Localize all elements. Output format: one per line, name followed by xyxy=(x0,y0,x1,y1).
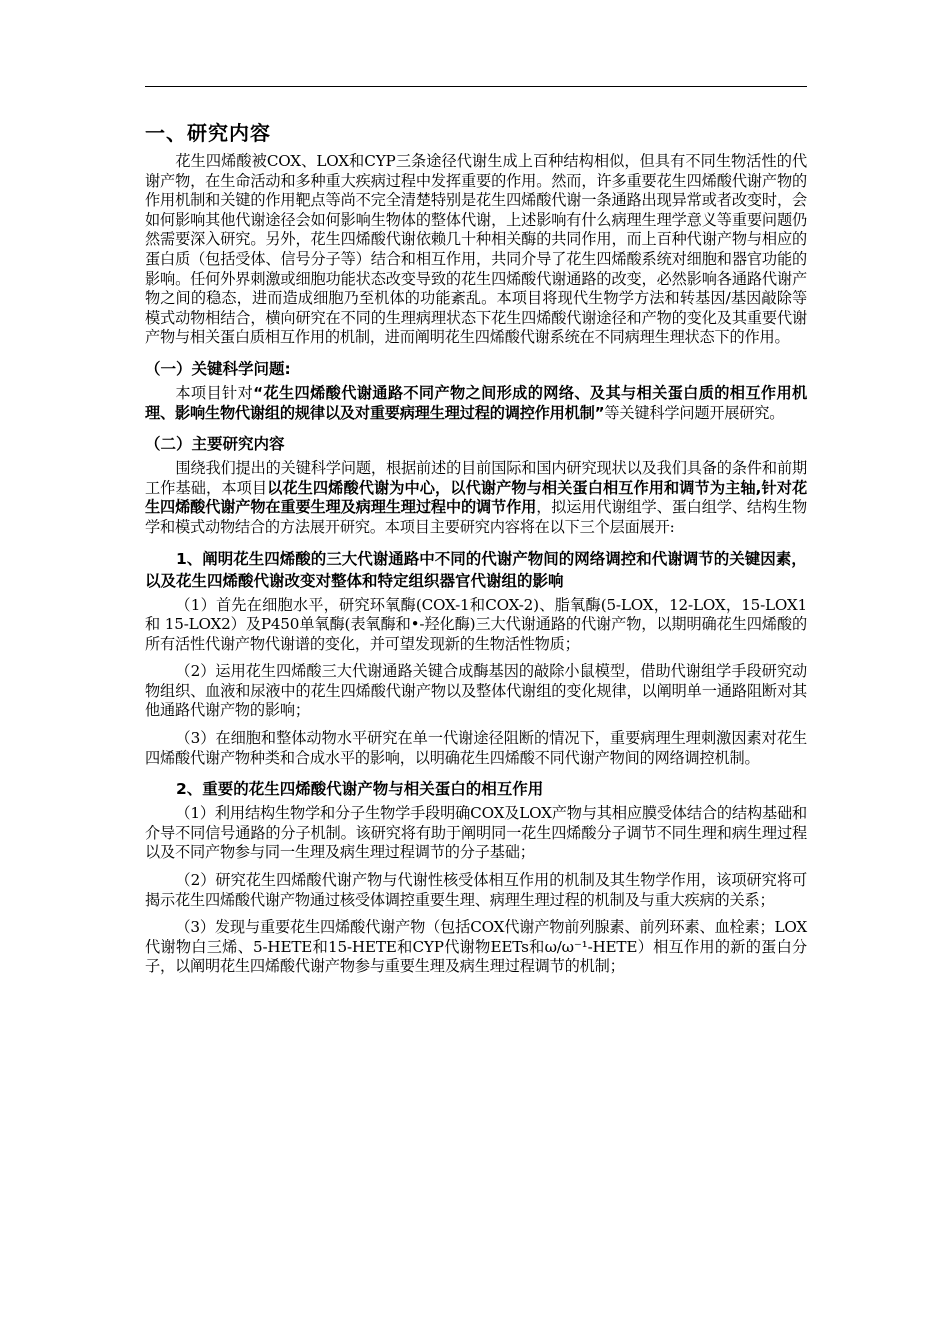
aim1-heading: 1、阐明花生四烯酸的三大代谢通路中不同的代谢产物间的网络调控和代谢调节的关键因素，以及花生四烯酸代谢改变对整体和特定组织器官代谢组的影响 xyxy=(145,549,807,590)
aim2-heading: 2、重要的花生四烯酸代谢产物与相关蛋白的相互作用 xyxy=(176,780,544,799)
intro-paragraph: 花生四烯酸被COX、LOX和CYP三条途径代谢生成上百种结构相似，但具有不同生物活性的代谢产物，在生命活动和多种重大疾病过程中发挥重要的作用。然而，许多重要花生四烯酸代谢产物的作用机制和关键的作用靶点等尚不完全清楚特别是花生四烯酸代谢一条通路出现异常或者改变时，会如何影响其他代谢途径会如何影响生物体的整体代谢，上述影响有什么病理生理学意义等重要问题仍然需要深入研究。另外，花生四烯酸代谢依赖几十种相关酶的共同作用，而上百种代谢产物与相应的蛋白质（包括受体、信号分子等）结合和相互作用，共同介导了花生四烯酸系统对细胞和器官功能的影响。任何外界刺激或细胞功能状态改变导致的花生四烯酸代谢通路的改变，必然影响各通路代谢产物之间的稳态，进而造成细胞乃至机体的功能紊乱。本项目将现代生物学方法和转基因/基因敲除等模式动物相结合，横向研究在不同的生理病理状态下花生四烯酸代谢途径和产物的变化及其重要代谢产物与相关蛋白质相互作用的机制，进而阐明花生四烯酸代谢系统在不同病理生理状态下的作用。 xyxy=(145,152,807,347)
key-issue-tail: 等关键科学问题开展研究。 xyxy=(604,403,785,422)
section-title: 一、研究内容 xyxy=(145,121,271,145)
aim2-item-3: （3）发现与重要花生四烯酸代谢产物（包括COX代谢产物前列腺素、前列环素、血栓素；LOX代谢物白三烯、5-HETE和15-HETE和CYP代谢物EETs和ω/ω⁻¹-HETE）相互作用的新的蛋白分子，以阐明花生四烯酸代谢产物参与重要生理及病生理过程调节的机制； xyxy=(145,918,807,976)
aim1-item-1: （1）首先在细胞水平，研究环氧酶(COX-1和COX-2)、脂氧酶(5-LOX，12-LOX，15-LOX1 和 15-LOX2）及P450单氧酶(表氧酶和•-羟化酶)三大代谢通路的代谢产物，以期明确花生四烯酸的所有活性代谢产物代谢谱的变化，并可望发现新的生物活性物质； xyxy=(145,595,807,653)
header-rule xyxy=(145,86,807,87)
key-issue-lead: 本项目针对 xyxy=(175,383,254,402)
main-content-paragraph xyxy=(145,459,807,537)
aim1-item-3: （3）在细胞和整体动物水平研究在单一代谢途径阻断的情况下，重要病理生理刺激因素对花生四烯酸代谢产物种类和合成水平的影响，以明确花生四烯酸不同代谢产物间的网络调控机制。 xyxy=(145,729,807,767)
aim2-item-2: （2）研究花生四烯酸代谢产物与代谢性核受体相互作用的机制及其生物学作用，该项研究将可揭示花生四烯酸代谢产物通过核受体调控重要生理、病理生理过程的机制及与重大疾病的关系； xyxy=(145,871,807,909)
document-body xyxy=(145,118,807,977)
key-issue-bold: “花生四烯酸代谢通路不同产物之间形成的网络、及其与相关蛋白质的相互作用机理、影响生物代谢组的规律以及对重要病理生理过程的调控作用机制” xyxy=(145,383,807,422)
main-content-heading: （二）主要研究内容 xyxy=(145,435,285,454)
key-issue-heading: （一）关键科学问题: xyxy=(145,359,291,378)
aim2-item-1: （1）利用结构生物学和分子生物学手段明确COX及LOX产物与其相应膜受体结合的结构基础和介导不同信号通路的分子机制。该研究将有助于阐明同一花生四烯酸分子调节不同生理和病生理过程以及不同产物参与同一生理及病生理过程调节的分子基础； xyxy=(145,804,807,862)
main-content-bold: 以花生四烯酸代谢为中心，以代谢产物与相关蛋白相互作用和调节为主轴,针对花生四烯酸代谢产物在重要生理及病理生理过程中的调节作用 xyxy=(145,478,807,517)
aim1-item-2: （2）运用花生四烯酸三大代谢通路关键合成酶基因的敲除小鼠模型，借助代谢组学手段研究动物组织、血液和尿液中的花生四烯酸代谢产物以及整体代谢组的变化规律，以阐明单一通路阻断对其他通路代谢产物的影响； xyxy=(145,662,807,720)
main-content-tail: ，拟运用代谢组学、蛋白组学、结构生物学和模式动物结合的方法展开研究。本项目主要研究内容将在以下三个层面展开: xyxy=(145,498,807,536)
main-content-lead: 围绕我们提出的关键科学问题，根据前述的目前国际和国内研究现状以及我们具备的条件和前期工作基础，本项目 xyxy=(145,459,807,497)
key-issue-paragraph xyxy=(145,384,807,423)
